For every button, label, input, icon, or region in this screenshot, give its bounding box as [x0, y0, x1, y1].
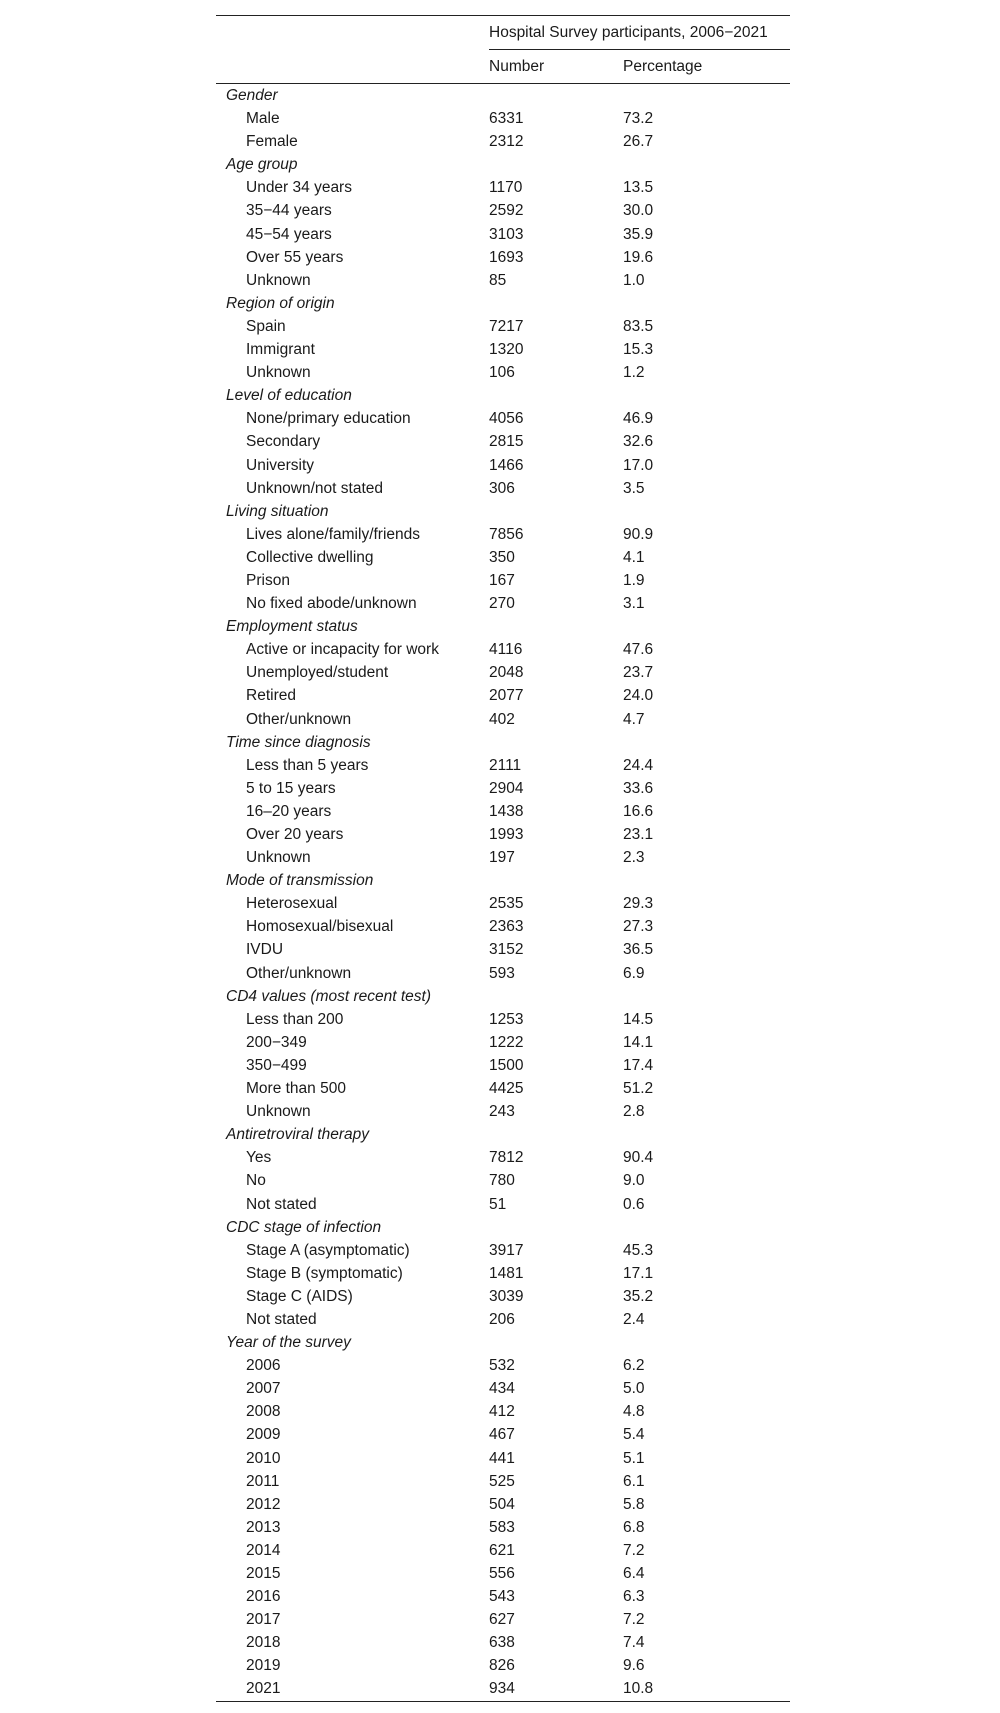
row-label: More than 500 [246, 1080, 346, 1098]
row-number: 1320 [489, 341, 524, 359]
table-row [216, 1308, 790, 1331]
row-number: 1438 [489, 802, 524, 820]
row-label: Collective dwelling [246, 548, 374, 566]
row-number: 7217 [489, 317, 524, 335]
row-percentage: 17.4 [623, 1056, 654, 1074]
table-row [216, 638, 790, 661]
row-number: 7812 [489, 1149, 524, 1167]
category-row [216, 985, 790, 1008]
table-row [216, 1239, 790, 1262]
table-row [216, 592, 790, 615]
table-row [216, 962, 790, 985]
row-label: Spain [246, 317, 286, 335]
row-number: 167 [489, 571, 515, 589]
row-label: 2016 [246, 1588, 281, 1606]
row-percentage: 35.2 [623, 1287, 654, 1305]
row-label: Stage A (asymptomatic) [246, 1241, 410, 1259]
row-label: Unknown [246, 271, 311, 289]
row-label: 2021 [216, 1677, 489, 1701]
row-label: Over 20 years [246, 826, 344, 843]
table-row [216, 338, 790, 361]
row-label: Under 34 years [246, 179, 352, 197]
row-label: Homosexual/bisexual [246, 918, 394, 936]
row-percentage: 45.3 [623, 1241, 654, 1259]
category-empty-cell [489, 731, 623, 754]
table-row [216, 1654, 790, 1677]
table-row [216, 823, 790, 846]
row-percentage: 15.3 [623, 341, 654, 359]
table-row [216, 754, 790, 777]
table-row [216, 1585, 790, 1608]
table-row [216, 1031, 790, 1054]
row-percentage: 10.8 [623, 1677, 790, 1701]
row-number: 2363 [489, 918, 524, 936]
row-number: 780 [489, 1172, 515, 1190]
category-empty-cell [489, 985, 623, 1008]
row-label: 2018 [246, 1634, 281, 1652]
row-number: 441 [489, 1449, 515, 1467]
row-percentage: 6.1 [623, 1472, 645, 1490]
row-label: Not stated [246, 1310, 317, 1328]
table-row [216, 361, 790, 384]
category-empty-cell [623, 84, 790, 108]
row-percentage: 83.5 [623, 317, 654, 335]
row-label: 200−349 [246, 1033, 307, 1051]
category-empty-cell [489, 500, 623, 523]
row-percentage: 30.0 [623, 202, 654, 220]
row-percentage: 16.6 [623, 802, 654, 820]
row-label: 16–20 years [246, 802, 332, 820]
category-empty-cell [489, 153, 623, 176]
row-label: Other/unknown [246, 710, 352, 728]
row-percentage: 3.1 [623, 595, 645, 613]
row-number: 2535 [489, 895, 524, 913]
row-percentage: 32.6 [623, 433, 654, 451]
row-label: Unknown [246, 849, 311, 867]
table-row [216, 199, 790, 222]
row-label: Female [246, 133, 298, 151]
category-row [216, 384, 790, 407]
header-row-columns [216, 50, 790, 84]
category-empty-cell [623, 731, 790, 754]
row-label: 2015 [246, 1565, 281, 1582]
category-label: Region of origin [226, 294, 335, 312]
row-label: 2011 [246, 1472, 280, 1490]
category-empty-cell [489, 292, 623, 315]
row-label: Heterosexual [246, 895, 338, 913]
row-label: 2017 [246, 1611, 281, 1629]
category-label: Mode of transmission [226, 872, 374, 890]
row-number: 51 [489, 1195, 507, 1213]
table-row [216, 430, 790, 453]
row-label: 5 to 15 years [246, 779, 336, 797]
category-empty-cell [623, 500, 790, 523]
row-number: 1466 [489, 456, 524, 474]
row-label: 2006 [246, 1357, 281, 1375]
row-label: Male [246, 110, 280, 128]
row-label: 2012 [246, 1495, 281, 1513]
column-header-number: Number [489, 50, 623, 84]
category-empty-cell [623, 384, 790, 407]
table-row [216, 246, 790, 269]
table-row [216, 1447, 790, 1470]
row-label: 2008 [246, 1403, 281, 1421]
row-number: 638 [489, 1634, 515, 1652]
category-row [216, 153, 790, 176]
row-number: 1222 [489, 1033, 524, 1051]
category-row [216, 500, 790, 523]
row-number: 7856 [489, 525, 524, 543]
row-label: Yes [246, 1149, 272, 1167]
category-empty-cell [623, 1331, 790, 1354]
row-percentage: 6.9 [623, 964, 645, 982]
row-label: 2009 [246, 1426, 281, 1444]
row-percentage: 7.4 [623, 1634, 645, 1652]
category-label: Employment status [226, 618, 358, 636]
row-percentage: 1.0 [623, 271, 645, 289]
row-number: 402 [489, 710, 515, 728]
category-label: Age group [226, 156, 298, 174]
table-row [216, 1377, 790, 1400]
row-number: 826 [489, 1657, 515, 1675]
row-label: Other/unknown [246, 964, 352, 982]
row-number: 543 [489, 1588, 515, 1606]
row-percentage: 90.9 [623, 525, 654, 543]
participants-table [216, 15, 790, 1702]
category-empty-cell [489, 615, 623, 638]
table-header [216, 16, 790, 84]
row-percentage: 7.2 [623, 1611, 645, 1629]
category-label: Antiretroviral therapy [226, 1126, 370, 1144]
row-percentage: 7.2 [623, 1541, 645, 1559]
row-percentage: 27.3 [623, 918, 654, 936]
row-number: 270 [489, 595, 515, 613]
row-number: 532 [489, 1357, 515, 1375]
category-row [216, 1123, 790, 1146]
table-row [216, 523, 790, 546]
row-number: 583 [489, 1518, 515, 1536]
table-row [216, 454, 790, 477]
row-number: 434 [489, 1380, 515, 1398]
table-row [216, 1054, 790, 1077]
row-number: 4425 [489, 1080, 524, 1098]
row-number: 621 [489, 1541, 515, 1559]
table-row [216, 1285, 790, 1308]
row-label: None/primary education [246, 410, 411, 428]
table-row [216, 176, 790, 199]
table-row [216, 938, 790, 961]
row-percentage: 73.2 [623, 110, 654, 128]
row-percentage: 9.0 [623, 1172, 645, 1190]
header-empty-cell [216, 16, 489, 50]
row-label: 2007 [246, 1380, 281, 1398]
row-percentage: 47.6 [623, 641, 654, 659]
row-label: Secondary [246, 433, 321, 451]
row-percentage: 6.8 [623, 1518, 645, 1536]
table-row [216, 1008, 790, 1031]
table-row [216, 269, 790, 292]
row-label: Less than 5 years [246, 756, 369, 774]
row-percentage: 2.8 [623, 1103, 645, 1121]
row-percentage: 36.5 [623, 941, 654, 959]
row-percentage: 90.4 [623, 1149, 654, 1167]
table-row [216, 1539, 790, 1562]
row-percentage: 46.9 [623, 410, 654, 428]
row-label: Active or incapacity for work [246, 641, 439, 659]
row-label: 2014 [246, 1541, 281, 1559]
row-percentage: 3.5 [623, 479, 645, 497]
row-number: 306 [489, 479, 515, 497]
category-label: Level of education [226, 387, 352, 405]
row-number: 3917 [489, 1241, 524, 1259]
row-percentage: 51.2 [623, 1080, 654, 1098]
row-percentage: 23.7 [623, 664, 654, 682]
row-number: 3039 [489, 1287, 524, 1305]
row-label: Immigrant [246, 341, 315, 359]
row-number: 525 [489, 1472, 515, 1490]
participants-table-container [216, 15, 790, 1702]
row-label: Lives alone/family/friends [246, 525, 421, 543]
table-row [216, 1193, 790, 1216]
table-row [216, 684, 790, 707]
category-empty-cell [623, 1123, 790, 1146]
category-row [216, 1331, 790, 1354]
category-label: CD4 values (most recent test) [226, 987, 432, 1005]
category-row [216, 615, 790, 638]
header-empty-cell-2 [216, 50, 489, 84]
row-number: 1253 [489, 1010, 524, 1028]
row-number: 350 [489, 548, 515, 566]
row-number: 85 [489, 271, 507, 289]
table-body [216, 84, 790, 1702]
row-label: Stage B (symptomatic) [246, 1264, 403, 1282]
table-row [216, 407, 790, 430]
row-number: 4116 [489, 641, 523, 659]
row-percentage: 5.0 [623, 1380, 645, 1398]
row-number: 3152 [489, 941, 524, 959]
row-number: 2048 [489, 664, 524, 682]
row-label: Unknown [246, 1103, 311, 1121]
row-label: IVDU [246, 941, 284, 959]
row-percentage: 2.3 [623, 849, 645, 867]
row-label: 35−44 years [246, 202, 332, 220]
row-label: 350−499 [246, 1056, 307, 1074]
category-empty-cell [489, 869, 623, 892]
row-percentage: 6.4 [623, 1565, 645, 1582]
row-percentage: 5.4 [623, 1426, 645, 1444]
table-row [216, 1608, 790, 1631]
table-row [216, 1677, 790, 1701]
table-row [216, 1169, 790, 1192]
table-row [216, 1516, 790, 1539]
row-percentage: 26.7 [623, 133, 654, 151]
table-row [216, 107, 790, 130]
table-row [216, 1262, 790, 1285]
table-row [216, 1470, 790, 1493]
category-empty-cell [623, 153, 790, 176]
row-number: 6331 [489, 110, 524, 128]
table-row [216, 546, 790, 569]
category-empty-cell [623, 1216, 790, 1239]
table-row [216, 1631, 790, 1654]
category-empty-cell [623, 292, 790, 315]
row-label: No [246, 1172, 266, 1190]
row-percentage: 17.1 [623, 1264, 654, 1282]
row-label: Not stated [246, 1195, 317, 1213]
row-number: 2592 [489, 202, 524, 220]
row-label: Unknown [246, 364, 311, 382]
table-row [216, 477, 790, 500]
row-number: 467 [489, 1426, 515, 1444]
row-label: Less than 200 [246, 1010, 344, 1028]
category-label: Year of the survey [226, 1334, 351, 1352]
row-number: 593 [489, 964, 515, 982]
row-number: 4056 [489, 410, 524, 428]
row-percentage: 6.2 [623, 1357, 645, 1375]
row-percentage: 5.1 [623, 1449, 645, 1467]
row-number: 106 [489, 364, 515, 382]
row-percentage: 19.6 [623, 248, 654, 266]
table-row [216, 1100, 790, 1123]
category-row [216, 731, 790, 754]
row-percentage: 24.0 [623, 687, 654, 705]
category-empty-cell [623, 615, 790, 638]
row-number: 197 [489, 849, 515, 867]
row-percentage: 2.4 [623, 1310, 645, 1328]
row-number: 3103 [489, 225, 524, 243]
category-label: Time since diagnosis [226, 733, 371, 751]
row-percentage: 5.8 [623, 1495, 645, 1513]
category-label: CDC stage of infection [226, 1218, 382, 1236]
row-number: 412 [489, 1403, 515, 1421]
row-number: 934 [489, 1677, 623, 1701]
row-number: 1170 [489, 179, 523, 197]
row-percentage: 14.5 [623, 1010, 654, 1028]
row-number: 1693 [489, 248, 524, 266]
row-label: Retired [246, 687, 296, 705]
category-empty-cell [623, 869, 790, 892]
row-label: Prison [246, 571, 290, 589]
category-empty-cell [489, 1331, 623, 1354]
table-row [216, 1423, 790, 1446]
row-number: 627 [489, 1611, 515, 1629]
category-row [216, 1216, 790, 1239]
row-label: 2019 [246, 1657, 281, 1675]
category-row [216, 292, 790, 315]
row-percentage: 17.0 [623, 456, 654, 474]
table-row [216, 661, 790, 684]
row-number: 1993 [489, 826, 524, 843]
table-row [216, 1400, 790, 1423]
category-row [216, 84, 790, 108]
row-label: Over 55 years [246, 248, 344, 266]
table-row [216, 777, 790, 800]
table-row [216, 800, 790, 823]
category-empty-cell [623, 985, 790, 1008]
column-header-percentage: Percentage [623, 50, 790, 84]
row-label: 2010 [246, 1449, 281, 1467]
table-row [216, 1354, 790, 1377]
category-empty-cell [489, 1123, 623, 1146]
table-row [216, 846, 790, 869]
table-row [216, 1562, 790, 1585]
table-row [216, 708, 790, 731]
row-percentage: 23.1 [623, 826, 654, 843]
table-row [216, 892, 790, 915]
table-row [216, 1077, 790, 1100]
header-row-group [216, 16, 790, 50]
row-percentage: 4.7 [623, 710, 645, 728]
row-number: 206 [489, 1310, 515, 1328]
category-empty-cell [489, 1216, 623, 1239]
row-percentage: 35.9 [623, 225, 654, 243]
row-percentage: 1.9 [623, 571, 645, 589]
row-number: 2077 [489, 687, 524, 705]
table-row [216, 1146, 790, 1169]
row-label: Unknown/not stated [246, 479, 384, 497]
row-number: 2815 [489, 433, 524, 451]
category-empty-cell [489, 384, 623, 407]
table-row [216, 223, 790, 246]
table-row [216, 915, 790, 938]
row-label: 45−54 years [246, 225, 332, 243]
row-percentage: 6.3 [623, 1588, 645, 1606]
row-number: 243 [489, 1103, 515, 1121]
row-label: 2013 [246, 1518, 281, 1536]
table-row [216, 130, 790, 153]
row-percentage: 4.1 [623, 548, 645, 566]
category-label: Living situation [226, 502, 329, 520]
row-number: 2312 [489, 133, 524, 151]
category-row [216, 869, 790, 892]
row-percentage: 29.3 [623, 895, 654, 913]
row-label: Unemployed/student [246, 664, 389, 682]
row-number: 1481 [489, 1264, 524, 1282]
category-empty-cell [489, 84, 623, 108]
row-number: 2111 [489, 756, 522, 774]
table-row [216, 1493, 790, 1516]
row-percentage: 9.6 [623, 1657, 645, 1675]
row-percentage: 4.8 [623, 1403, 645, 1421]
row-number: 2904 [489, 779, 524, 797]
row-percentage: 0.6 [623, 1195, 645, 1213]
row-percentage: 13.5 [623, 179, 654, 197]
row-label: University [246, 456, 315, 474]
row-percentage: 1.2 [623, 364, 645, 382]
row-number: 1500 [489, 1056, 524, 1074]
row-percentage: 33.6 [623, 779, 654, 797]
row-label: No fixed abode/unknown [246, 595, 417, 613]
row-label: Stage C (AIDS) [246, 1287, 353, 1305]
table-row [216, 315, 790, 338]
category-label: Gender [226, 87, 278, 104]
header-group-label: Hospital Survey participants, 2006−2021 [489, 16, 790, 50]
row-number: 504 [489, 1495, 515, 1513]
row-percentage: 14.1 [623, 1033, 654, 1051]
row-percentage: 24.4 [623, 756, 654, 774]
row-number: 556 [489, 1565, 515, 1582]
table-row [216, 569, 790, 592]
